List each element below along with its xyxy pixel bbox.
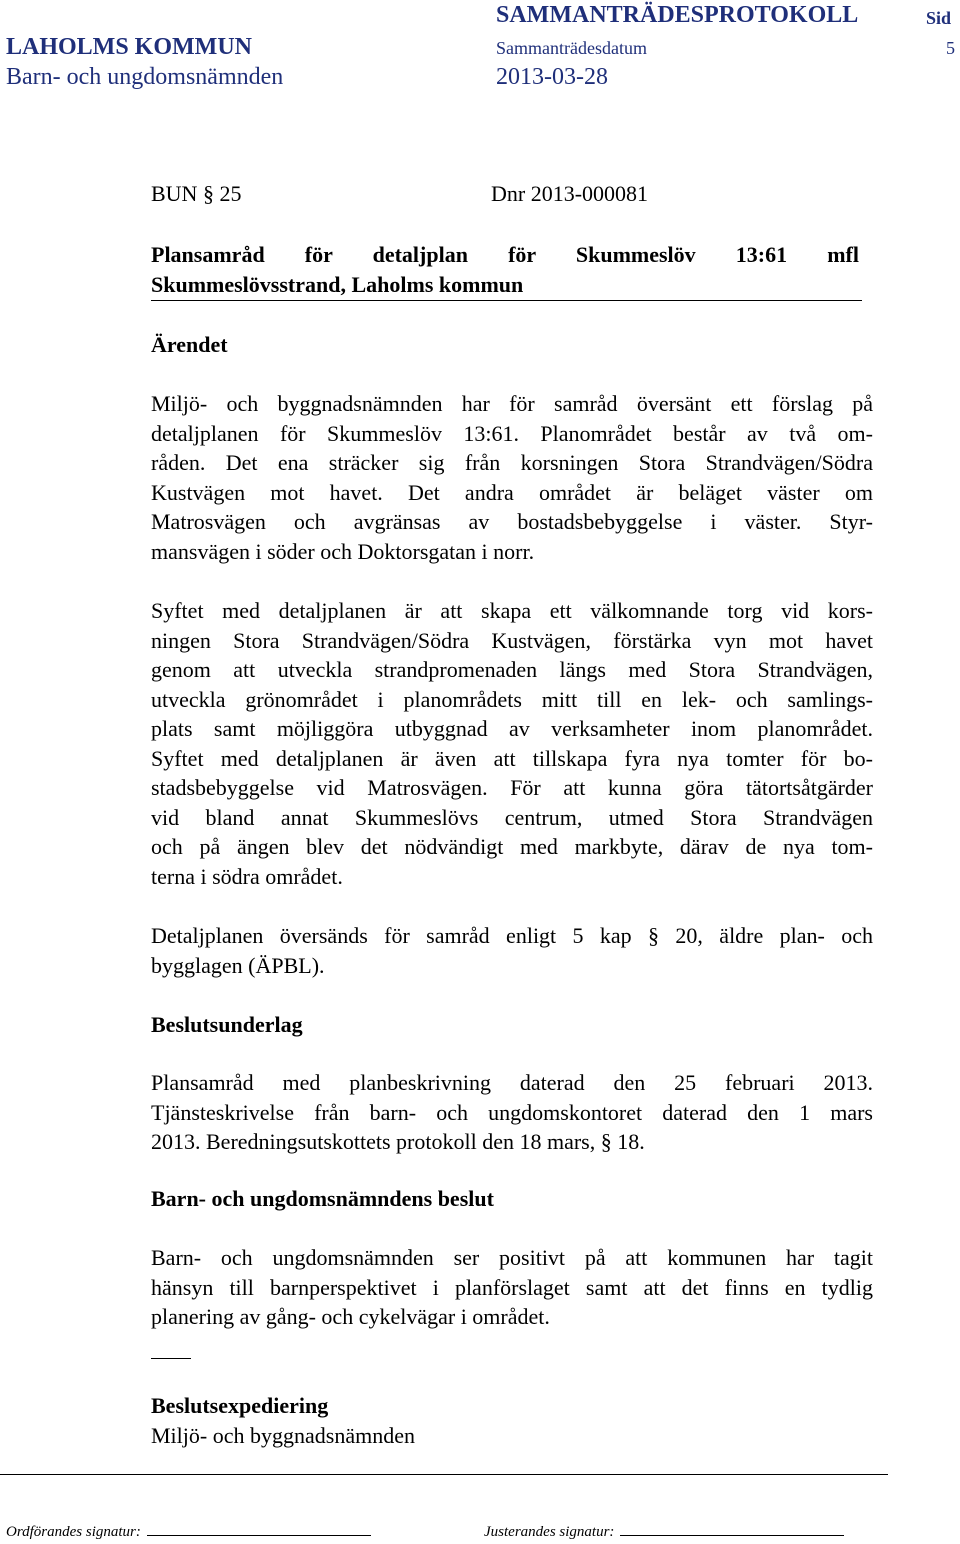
- text-line: 2013. Beredningsutskottets protokoll den 18 mars, § 18.: [151, 1129, 645, 1154]
- text-line: och på ängen blev det nödvändigt med markbyte, därav de nya tom-: [151, 834, 873, 859]
- text-line: utveckla grönområdet i planområdets mitt till en lek- och samlings-: [151, 686, 873, 712]
- adjuster-signature-line[interactable]: [620, 1521, 844, 1536]
- chair-signature-label: Ordförandes signatur:: [6, 1524, 141, 1540]
- text-line: Kustvägen mot havet. Det andra området är beläget väster om: [151, 479, 873, 505]
- date-label: Sammanträdesdatum: [496, 38, 647, 58]
- text-line: planering av gång- och cykelvägar i området.: [151, 1304, 550, 1329]
- case-title-line1: Plansamråd för detaljplan för Skummeslöv 13:61 mfl: [151, 242, 859, 267]
- beslut-text: [151, 1243, 873, 1332]
- footer-rule: [0, 1474, 888, 1475]
- text-line: Detaljplanen översänds för samråd enligt 5 kap § 20, äldre plan- och: [151, 923, 873, 948]
- text-line: Tjänsteskrivelse från barn- och ungdomskontoret daterad den 1 mars: [151, 1099, 873, 1125]
- text-line: Syftet med detaljplanen är att skapa ett välkomnande torg vid kors-: [151, 598, 873, 623]
- committee-name: Barn- och ungdomsnämnden: [6, 64, 284, 90]
- title-underline: [151, 300, 862, 301]
- arendet-paragraph-1: [151, 389, 873, 566]
- beslutsunderlag-heading: Beslutsunderlag: [151, 1012, 303, 1037]
- text-line: detaljplanen för Skummeslöv 13:61. Planområdet består av två om-: [151, 420, 873, 446]
- text-line: vid bland annat Skummeslövs centrum, utmed Stora Strandvägen: [151, 804, 873, 830]
- text-line: Barn- och ungdomsnämnden ser positivt på att kommunen har tagit: [151, 1245, 873, 1270]
- sid-label: Sid: [926, 8, 952, 28]
- expediering-recipient: Miljö- och byggnadsnämnden: [151, 1423, 415, 1448]
- arendet-heading: Ärendet: [151, 332, 228, 357]
- text-line: Syftet med detaljplanen är även att tillskapa fyra nya tomter för bo-: [151, 745, 873, 771]
- text-line: plats samt möjliggöra utbyggnad av verksamheter inom planområdet.: [151, 716, 873, 741]
- beslut-heading: Barn- och ungdomsnämndens beslut: [151, 1186, 494, 1211]
- text-line: Plansamråd med planbeskrivning daterad den 25 februari 2013.: [151, 1070, 873, 1095]
- meeting-date: 2013-03-28: [496, 64, 608, 90]
- text-line: stadsbebyggelse vid Matrosvägen. För att kunna göra tätortsåtgärder: [151, 775, 873, 800]
- doc-type: SAMMANTRÄDESPROTOKOLL: [496, 2, 859, 28]
- org-name: LAHOLMS KOMMUN: [6, 34, 252, 60]
- text-line: Miljö- och byggnadsnämnden har för samråd översänt ett förslag på: [151, 391, 873, 416]
- arendet-paragraph-2: [151, 596, 873, 891]
- chair-signature-line[interactable]: [147, 1521, 371, 1536]
- chair-signature: [6, 1521, 371, 1541]
- case-title-line2: Skummeslövsstrand, Laholms kommun: [151, 272, 524, 297]
- text-line: genom att utveckla strandpromenaden längs med Stora Strandvägen,: [151, 657, 873, 682]
- text-line: terna i södra området.: [151, 863, 343, 889]
- expediering-heading: Beslutsexpediering: [151, 1393, 329, 1418]
- arendet-paragraph-3: [151, 921, 873, 980]
- short-separator: [151, 1358, 191, 1359]
- adjuster-signature: [484, 1521, 844, 1541]
- text-line: bygglagen (ÄPBL).: [151, 952, 325, 978]
- beslutsunderlag-text: [151, 1068, 873, 1157]
- text-line: hänsyn till barnperspektivet i planförslaget samt att det finns en tydlig: [151, 1274, 873, 1300]
- paragraph-number: BUN § 25: [151, 181, 242, 206]
- text-line: ningen Stora Strandvägen/Södra Kustvägen, förstärka vyn mot havet: [151, 627, 873, 653]
- text-line: råden. Det ena sträcker sig från korsningen Stora Strandvägen/Södra: [151, 450, 873, 475]
- text-line: Matrosvägen och avgränsas av bostadsbebyggelse i väster. Styr-: [151, 509, 873, 534]
- text-line: mansvägen i söder och Doktorsgatan i norr.: [151, 538, 535, 564]
- adjuster-signature-label: Justerandes signatur:: [484, 1524, 615, 1540]
- page-number: 5: [946, 38, 955, 58]
- dnr: Dnr 2013-000081: [491, 181, 649, 206]
